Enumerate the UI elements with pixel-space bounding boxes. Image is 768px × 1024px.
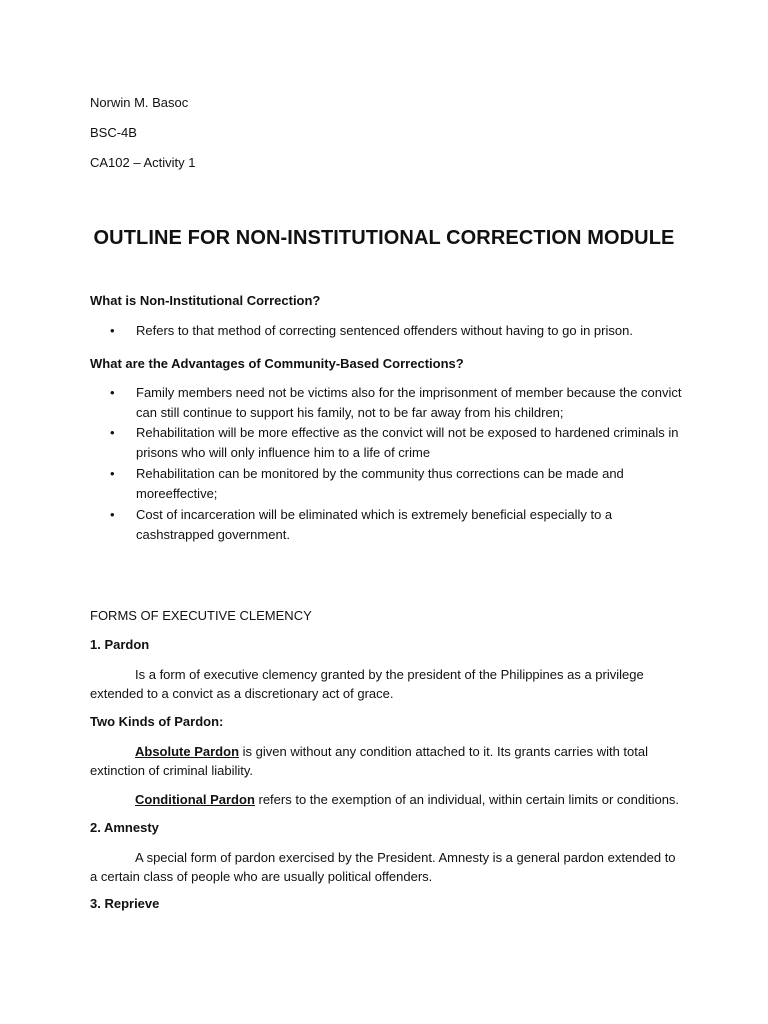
absolute-pardon-text: is given without any condition attached to it. Its grants carries with total extinction of criminal liability.	[90, 744, 649, 778]
absolute-pardon-paragraph	[90, 742, 680, 780]
list-item-text: Rehabilitation will be more effective as the convict will not be exposed to hardened criminals in prisons who will only influence him to a life of crime	[136, 425, 679, 460]
bullet-icon: •	[110, 385, 115, 400]
subheading-two-kinds-of-pardon: Two Kinds of Pardon:	[90, 714, 224, 729]
conditional-pardon-paragraph	[90, 790, 680, 809]
conditional-pardon-term: Conditional Pardon	[135, 792, 255, 807]
section-heading-clemency: FORMS OF EXECUTIVE CLEMENCY	[90, 608, 312, 623]
question-heading-advantages: What are the Advantages of Community-Based Corrections?	[90, 356, 464, 371]
course-activity: CA102 – Activity 1	[90, 155, 196, 170]
absolute-pardon-term: Absolute Pardon	[135, 744, 240, 759]
pardon-definition: Is a form of executive clemency granted by the president of the Philippines as a privilege extended to a convict as a discretionary act of grace.	[90, 667, 644, 701]
bullet-icon: •	[110, 425, 115, 440]
list-item	[110, 505, 690, 545]
subheading-amnesty: 2. Amnesty	[90, 820, 159, 835]
list-item-text: Refers to that method of correcting sentenced offenders without having to go in prison.	[136, 323, 633, 338]
list-item	[110, 423, 690, 463]
list-item	[110, 321, 690, 341]
list-item	[110, 464, 690, 504]
author-name: Norwin M. Basoc	[90, 95, 189, 110]
question-heading-definition: What is Non-Institutional Correction?	[90, 293, 321, 308]
list-item-text: Cost of incarceration will be eliminated which is extremely beneficial especially to a cashstrapped government.	[136, 507, 613, 542]
amnesty-definition: A special form of pardon exercised by the President. Amnesty is a general pardon extended to a certain class of people who are usually political offenders.	[90, 850, 676, 884]
conditional-pardon-text: refers to the exemption of an individual, within certain limits or conditions.	[254, 792, 680, 807]
list-item	[110, 383, 690, 423]
document-title: OUTLINE FOR NON-INSTITUTIONAL CORRECTION MODULE	[93, 227, 675, 249]
bullet-icon: •	[110, 507, 115, 522]
list-item-text: Rehabilitation can be monitored by the community thus corrections can be made and moreeffective;	[136, 466, 624, 501]
list-item-text: Family members need not be victims also for the imprisonment of member because the convict can still continue to support his family, not to be far away from his children;	[136, 385, 682, 420]
subheading-pardon: 1. Pardon	[90, 637, 150, 652]
bullet-icon: •	[110, 323, 115, 338]
subheading-reprieve: 3. Reprieve	[90, 896, 160, 911]
bullet-icon: •	[110, 466, 115, 481]
author-section: BSC-4B	[90, 125, 137, 140]
